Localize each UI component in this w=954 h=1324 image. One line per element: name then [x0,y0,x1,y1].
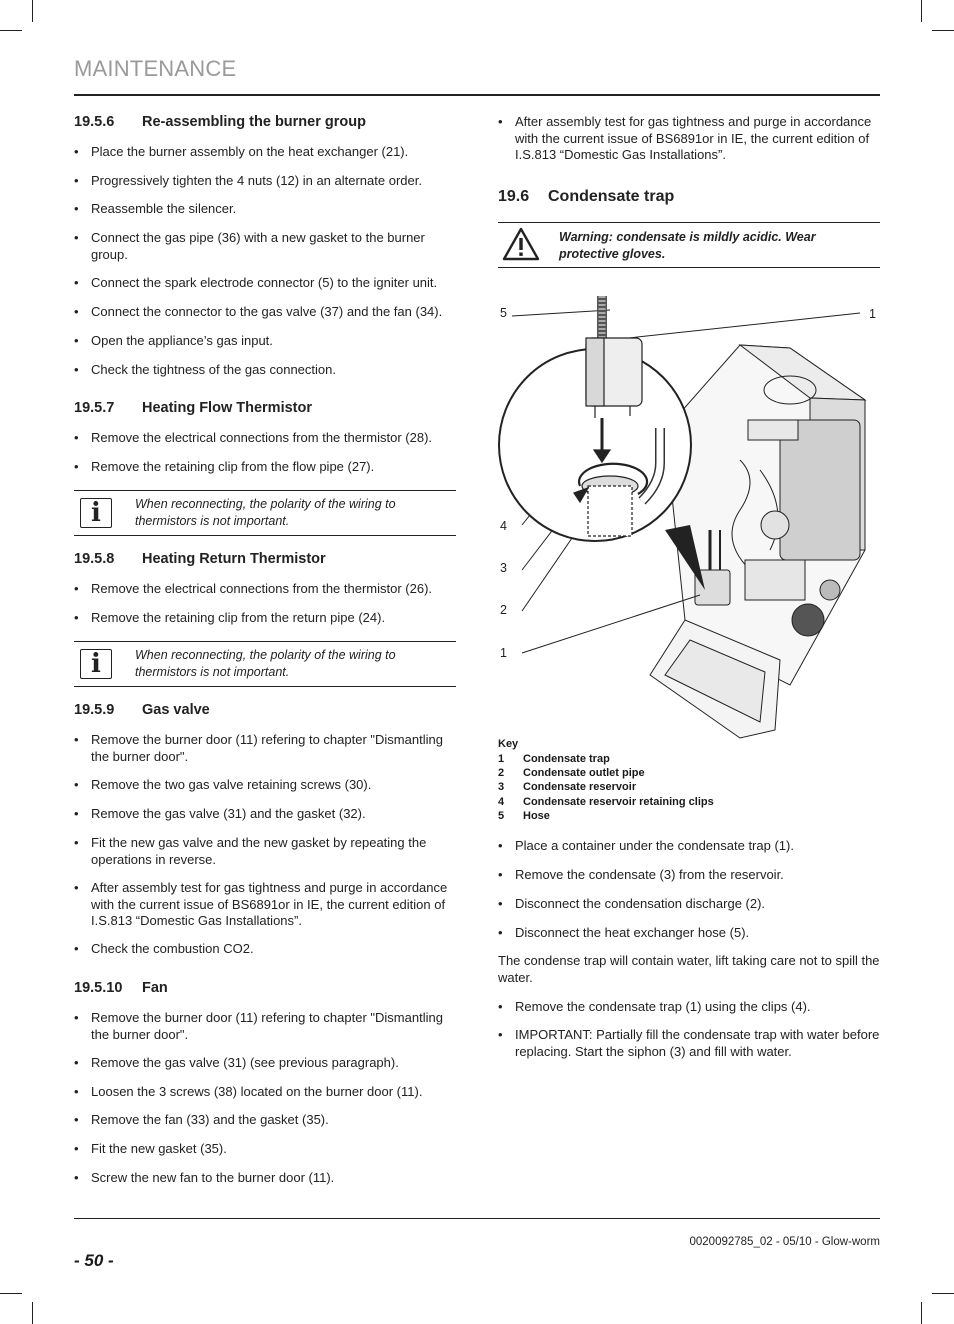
list-item: • IMPORTANT: Partially fill the condensate trap with water before replacing. Start the siphon (3) and fill with water. [498,1027,880,1060]
key-item: 1 Condensate trap [498,753,610,765]
list-item: • Remove the fan (33) and the gasket (35). [74,1112,461,1129]
crop-mark [932,1293,954,1294]
list-item: • After assembly test for gas tightness and purge in accordance with the current issue of BS6891or in IE, the current edition of I.S.813 “Domestic Gas Installations”. [74,880,461,930]
figure-label-1-bottom: 1 [500,646,507,660]
list-item: • Connect the connector to the gas valve (37) and the fan (34). [74,304,461,321]
list-item: • Remove the electrical connections from the thermistor (28). [74,430,461,447]
key-item: 5 Hose [498,810,550,822]
list-item: • Remove the gas valve (31) (see previous paragraph). [74,1055,461,1072]
section-heading-19-6: 19.6 Condensate trap [498,188,675,205]
key-item: 2 Condensate outlet pipe [498,767,645,779]
list-item: • Place the burner assembly on the heat exchanger (21). [74,144,461,161]
figure-label-2: 2 [500,603,507,617]
info-note: i When reconnecting, the polarity of the wiring to thermistors is not important. [74,641,456,687]
page-number: - 50 - [74,1251,114,1270]
list-item: • Open the appliance’s gas input. [74,333,461,350]
list-item: • Remove the condensate (3) from the reservoir. [498,867,880,884]
crop-mark [0,30,22,31]
list-item: • Progressively tighten the 4 nuts (12) in an alternate order. [74,173,461,190]
list-item: • Disconnect the condensation discharge (2). [498,896,880,913]
list-item: • Remove the two gas valve retaining screws (30). [74,777,461,794]
list-item: • Check the combustion CO2. [74,941,461,958]
warning-icon [502,227,540,261]
crop-mark [32,1302,33,1324]
info-note: i When reconnecting, the polarity of the wiring to thermistors is not important. [74,490,456,536]
section-heading-19-5-6: 19.5.6 Re-assembling the burner group [74,114,366,130]
crop-mark [32,0,33,22]
figure-label-5: 5 [500,306,507,320]
list-item: • Screw the new fan to the burner door (11). [74,1170,461,1187]
list-item: • Remove the burner door (11) refering to chapter "Dismantling the burner door". [74,732,461,765]
warning-note: Warning: condensate is mildly acidic. Wear protective gloves. [498,222,880,268]
list-item: • Connect the spark electrode connector (5) to the igniter unit. [74,275,461,292]
key-item: 3 Condensate reservoir [498,781,637,793]
crop-mark [0,1293,22,1294]
figure-label-1-top: 1 [869,307,876,321]
list-item: • Remove the retaining clip from the return pipe (24). [74,610,461,627]
figure-label-3: 3 [500,561,507,575]
section-heading-19-5-9: 19.5.9 Gas valve [74,702,210,718]
list-item: • Remove the electrical connections from the thermistor (26). [74,581,461,598]
document-reference: 0020092785_02 - 05/10 - Glow-worm [689,1236,880,1248]
list-item: • Remove the burner door (11) refering to chapter "Dismantling the burner door". [74,1010,461,1043]
condensate-trap-figure [490,290,885,740]
list-item: • Reassemble the silencer. [74,201,461,218]
list-item: • Disconnect the heat exchanger hose (5). [498,925,880,942]
section-heading-19-5-7: 19.5.7 Heating Flow Thermistor [74,400,312,416]
list-item: • Connect the gas pipe (36) with a new gasket to the burner group. [74,230,461,263]
list-item: • Remove the gas valve (31) and the gasket (32). [74,806,461,823]
list-item: • Loosen the 3 screws (38) located on the burner door (11). [74,1084,461,1101]
crop-mark [932,30,954,31]
section-heading-19-5-8: 19.5.8 Heating Return Thermistor [74,551,326,567]
crop-mark [921,0,922,22]
crop-mark [921,1302,922,1324]
list-item: • Check the tightness of the gas connection. [74,362,461,379]
figure-label-4: 4 [500,519,507,533]
key-item: 4 Condensate reservoir retaining clips [498,796,714,808]
list-item: • Place a container under the condensate trap (1). [498,838,880,855]
info-icon: i [80,498,112,528]
key-title: Key [498,738,519,750]
info-icon: i [80,649,112,679]
list-item: • Remove the retaining clip from the flow pipe (27). [74,459,461,476]
list-item: • Fit the new gasket (35). [74,1141,461,1158]
page-header-title: MAINTENANCE [74,56,237,81]
footer-rule [74,1218,880,1219]
section-heading-19-5-10: 19.5.10 Fan [74,980,168,996]
list-item: • Remove the condensate trap (1) using the clips (4). [498,999,880,1016]
list-item: • Fit the new gas valve and the new gasket by repeating the operations in reverse. [74,835,461,868]
list-item: • After assembly test for gas tightness and purge in accordance with the current issue of BS6891or in IE, the current edition of I.S.813 “Domestic Gas Installations”. [498,114,880,164]
paragraph: The condense trap will contain water, lift taking care not to spill the water. [498,953,880,985]
header-rule [74,94,880,96]
